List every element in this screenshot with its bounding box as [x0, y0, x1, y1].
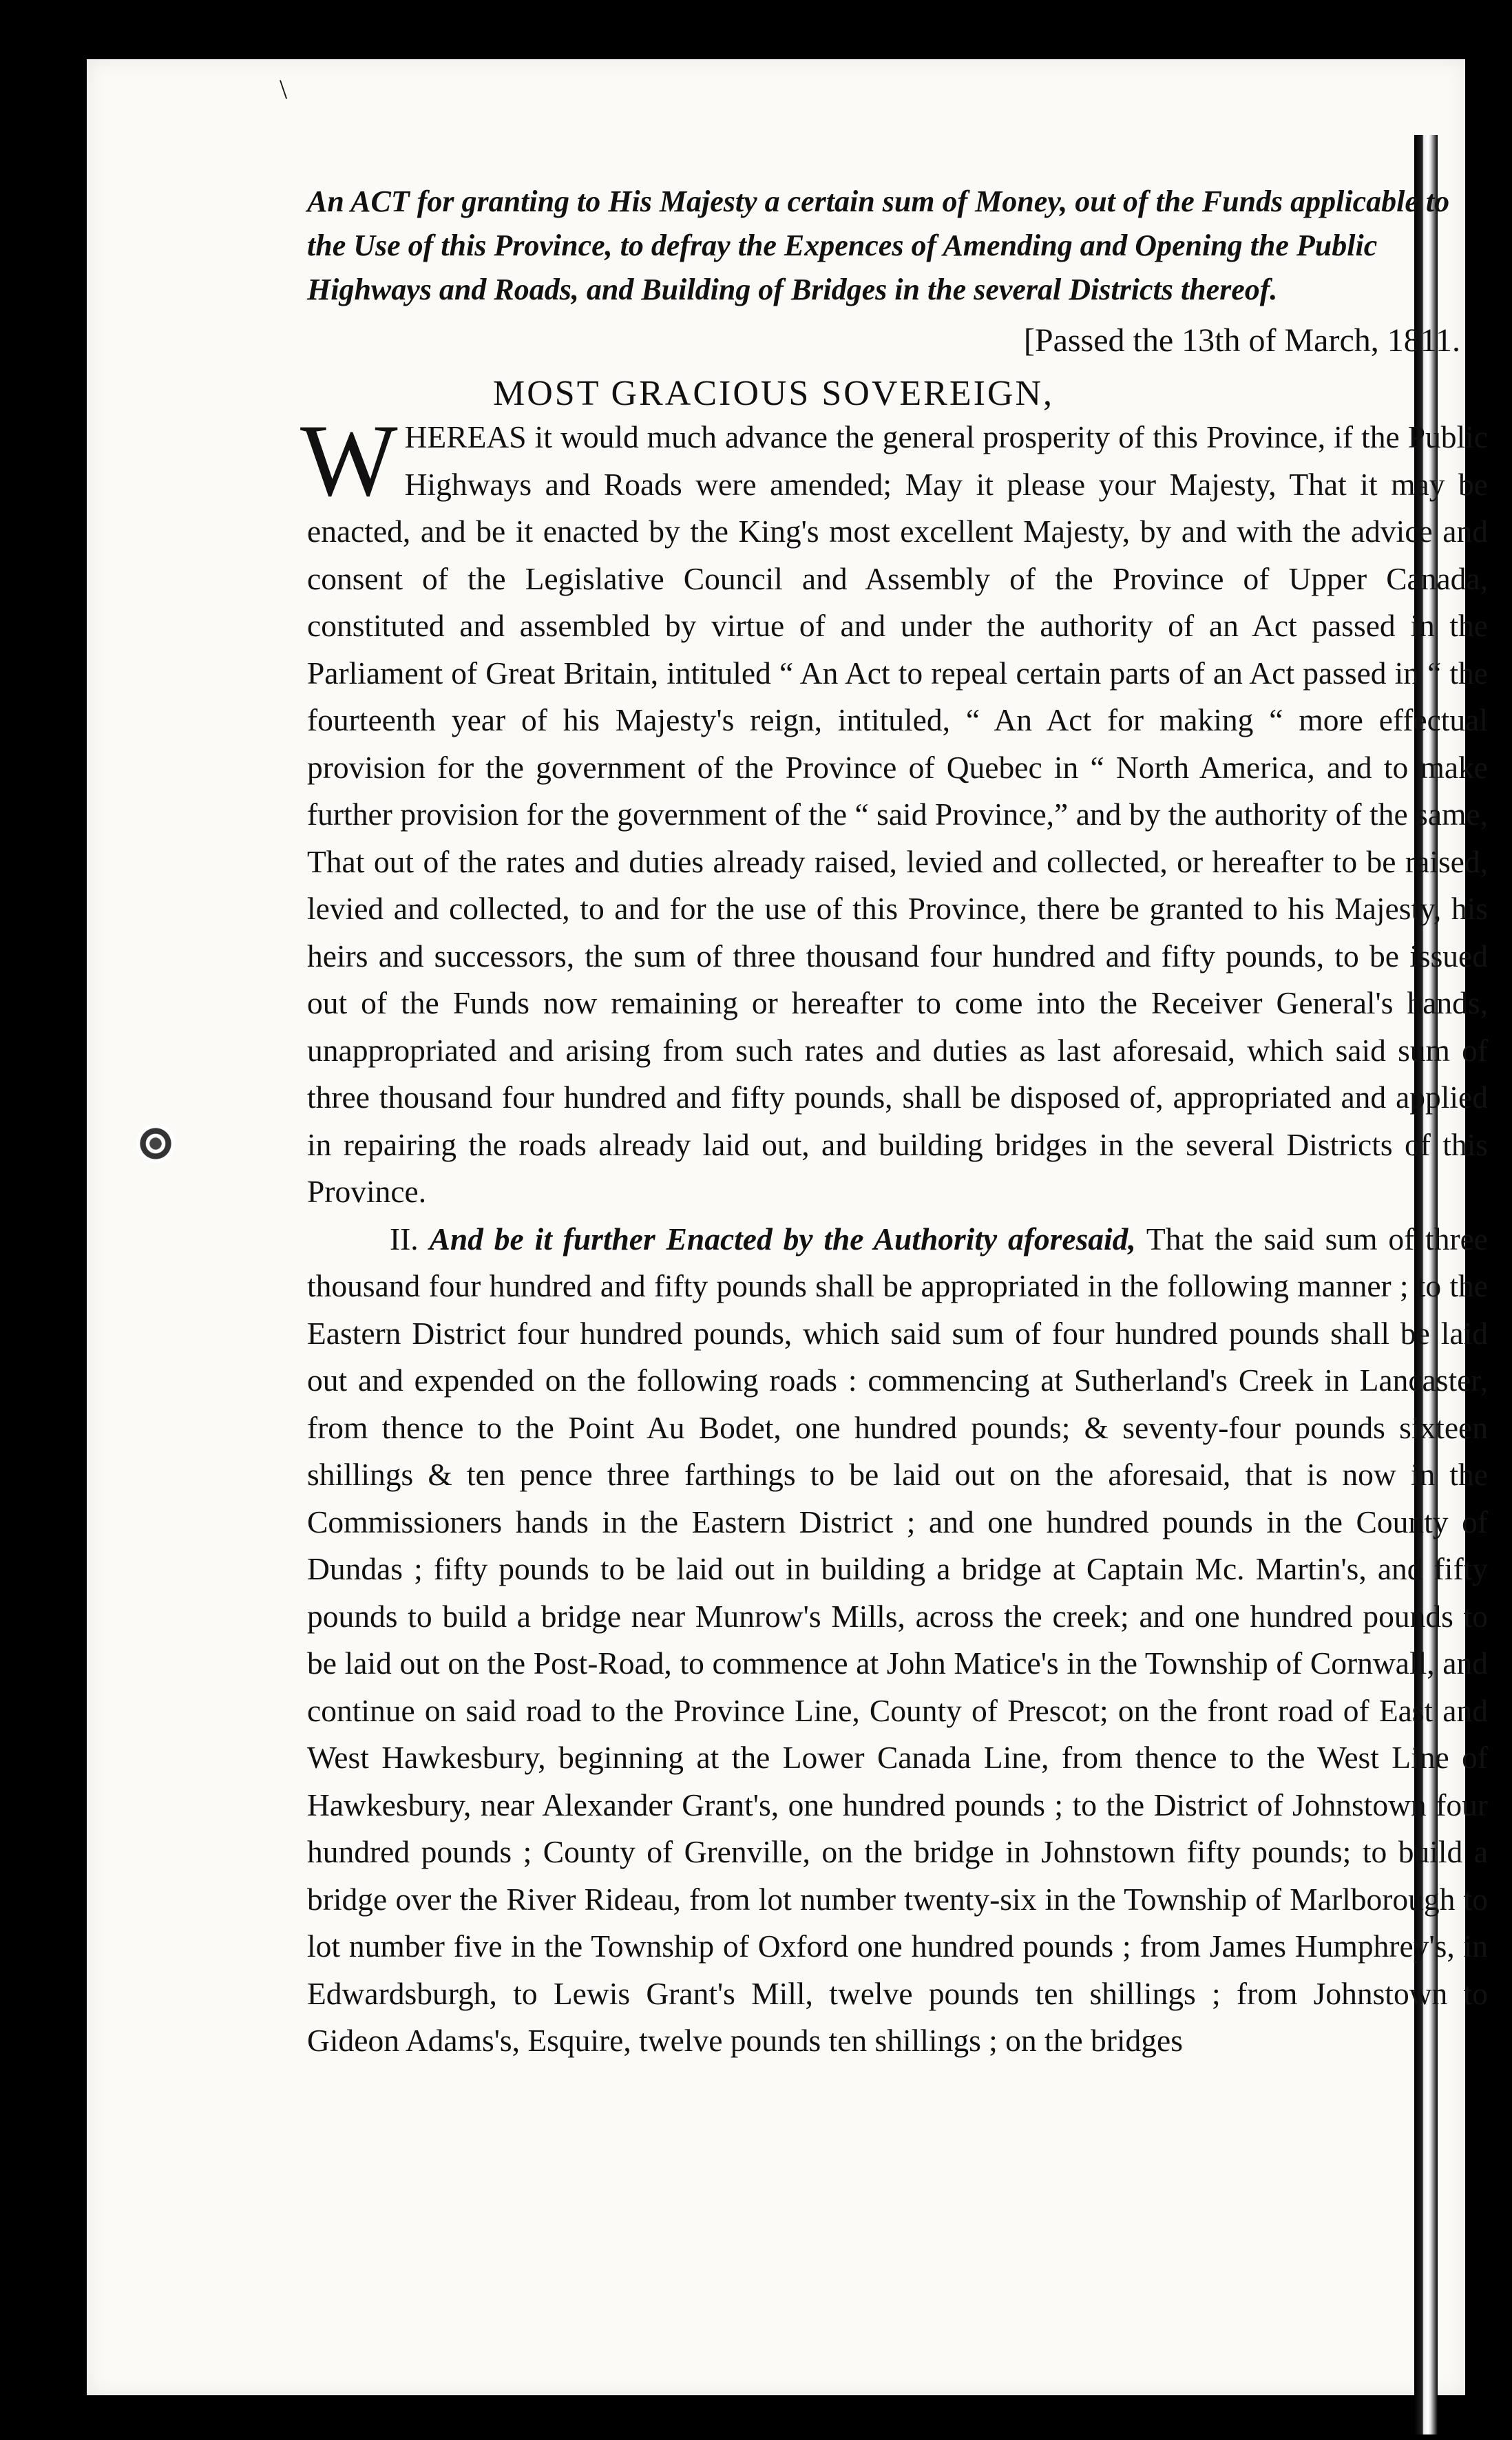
passed-date: [Passed the 13th of March, 1811. [1023, 322, 1460, 359]
section-lead: And be it further Enacted by the Authority aforesaid, [429, 1221, 1136, 1256]
salutation: MOST GRACIOUS SOVEREIGN, [493, 374, 1055, 413]
section-2-text: That the said sum of three thousand four hundred and fifty pounds shall be appropriated in the following manner ; to the Eastern District four hundred pounds, which said sum of four hundred pounds shall be laid out and expended on the following roads : commencing at Sutherland's Creek in Lancaster, from thence to the Point Au Bodet, one hundred pounds; & seventy-four pounds sixteen shillings & ten pence three farthings to be laid out on the aforesaid, that is now in the Commissioners hands in the Eastern District ; and one hundred pounds in the County of Dundas ; fifty pounds to be laid out in building a bridge at Captain Mc. Martin's, and fifty pounds to build a bridge near Munrow's Mills, across the creek; and one hundred pounds to be laid out on the Post-Road, to commence at John Matice's in the Township of Cornwall, and continue on said road to the Province Line, County of Prescot; on the front road of East and West Hawkesbury, beginning at the Lower Canada Line, from thence to the West Line of Hawkesbury, near Alexander Grant's, one hundred pounds ; to the District of Johnstown four hundred pounds ; County of Grenville, on the bridge in Johnstown fifty pounds; to build a bridge over the River Rideau, from lot number twenty-six in the Township of Marlborough to lot number five in the Township of Oxford one hundred pounds ; from James Humphrey's, in Edwardsburgh, to Lewis Grant's Mill, twelve pounds ten shillings ; from Johnstown to Gideon Adams's, Esquire, twelve pounds ten shillings ; on the bridges [307, 1221, 1488, 2058]
section-number: II. [390, 1221, 419, 1256]
act-title: An ACT for granting to His Majesty a certain sum of Money, out of the Funds applicable to the Use of this Province, to defray the Expences of Amending and Opening the Public Highways and Roads, and Building of Bridges in the several Districts thereof. [307, 185, 1450, 306]
corner-mark: \ [280, 74, 288, 105]
paragraph-2 [307, 1216, 1488, 2065]
paragraph-1-text: HEREAS it would much advance the general prosperity of this Province, if the Public Highways and Roads were amended; May it please your Majesty, That it may be enacted, and be it enacted by the King's most excellent Majesty, by and with the advice and consent of the Legislative Council and Assembly of the Province of Upper Canada, constituted and assembled by virtue of and under the authority of an Act passed in the Parliament of Great Britain, intituled “ An Act to repeal certain parts of an Act passed in “ the fourteenth year of his Majesty's reign, intituled, “ An Act for making “ more effectual provision for the government of the Province of Quebec in “ North America, and to make further provision for the government of the “ said Province,” and by the authority of the same, That out of the rates and duties already raised, levied and collected, or hereafter to be raised, levied and collected, to and for the use of this Province, there be granted to his Majesty, his heirs and successors, the sum of three thousand four hundred and fifty pounds, to be issued out of the Funds now remaining or hereafter to come into the Receiver General's hands, unappropriated and arising from such rates and duties as last aforesaid, which said sum of three thousand four hundred and fifty pounds, shall be disposed of, appropriated and applied in repairing the roads already laid out, and building bridges in the several Districts of this Province. [307, 419, 1488, 1209]
document-content [300, 180, 1488, 2065]
ink-smudge [132, 1123, 180, 1164]
document-page [87, 59, 1488, 2395]
paragraph-1 [300, 403, 1488, 1216]
drop-cap: W [300, 403, 398, 518]
